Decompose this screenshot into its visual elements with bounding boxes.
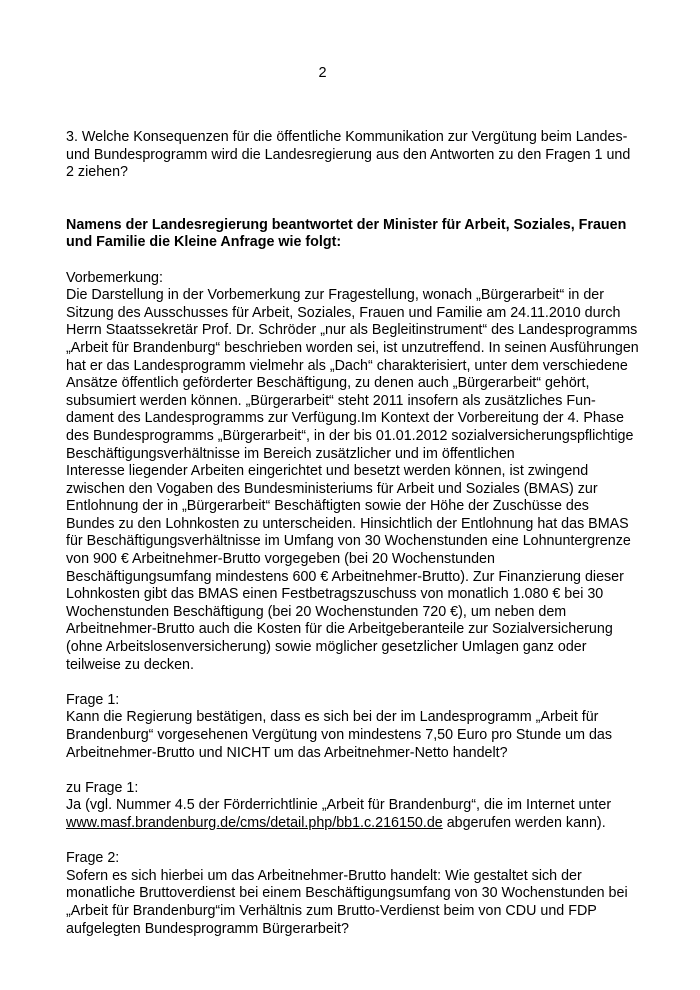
spacer — [66, 182, 651, 217]
zu-frage-1-line — [66, 815, 651, 833]
vorbemerkung-line: des Bundesprogramms „Bürgerarbeit“, in der bis 01.01.2012 sozialversicherungspflichtige — [66, 427, 634, 444]
vorbemerkung-line: Beschäftigungsverhältnisse im Bereich zusätzlicher und im öffentlichen — [66, 445, 515, 462]
vorbemerkung-line: für Beschäftigungsverhältnisse im Umfang von 30 Wochenstunden eine Lohnuntergrenze — [66, 533, 631, 550]
frage-2-heading: Frage 2: — [66, 850, 120, 867]
frage-2-line: monatliche Bruttoverdienst bei einem Beschäftigungsumfang von 30 Wochenstunden bei — [66, 885, 628, 902]
vorbemerkung-line: hat er das Landesprogramm vielmehr als „Dach“ charakterisiert, unter dem verschiedene — [66, 357, 628, 374]
frage-1-section — [66, 692, 651, 762]
frage-2-line: „Arbeit für Brandenburg“im Verhältnis zum Brutto-Verdienst beim von CDU und FDP — [66, 902, 597, 919]
vorbemerkung-line: Bundes zu den Lohnkosten zu unterscheiden. Hinsichtlich der Entlohnung hat das BMAS — [66, 515, 629, 532]
vorbemerkung-line: dament des Landesprogramms zur Verfügung.Im Kontext der Vorbereitung der 4. Phase — [66, 410, 624, 427]
spacer — [66, 762, 651, 780]
question-3-line: und Bundesprogramm wird die Landesregierung aus den Antworten zu den Fragen 1 und — [66, 146, 631, 163]
answer-intro-line: und Familie die Kleine Anfrage wie folgt: — [66, 234, 342, 251]
frage-1-heading: Frage 1: — [66, 691, 120, 708]
zu-frage-1-section — [66, 780, 651, 833]
spacer — [66, 674, 651, 692]
vorbemerkung-line: Beschäftigungsumfang mindestens 600 € Arbeitnehmer-Brutto). Zur Finanzierung dieser — [66, 568, 624, 585]
vorbemerkung-line: zwischen den Vogaben des Bundesministeriums für Arbeit und Soziales (BMAS) zur — [66, 480, 598, 497]
vorbemerkung-section — [66, 270, 651, 675]
frage-1-line: Brandenburg“ vorgesehenen Vergütung von mindestens 7,50 Euro pro Stunde um das — [66, 727, 613, 743]
frage-1-line: Arbeitnehmer-Brutto und NICHT um das Arbeitnehmer-Netto handelt? — [66, 744, 508, 761]
zu-frage-1-heading: zu Frage 1: — [66, 779, 139, 796]
frage-2-line: aufgelegten Bundesprogramm Bürgerarbeit? — [66, 920, 349, 937]
vorbemerkung-line: teilweise zu decken. — [66, 656, 194, 673]
spacer — [66, 833, 651, 851]
question-3-line: 3. Welche Konsequenzen für die öffentliche Kommunikation zur Vergütung beim Landes- — [66, 129, 628, 145]
zu-frage-1-line: Ja (vgl. Nummer 4.5 der Förderrichtlinie „Arbeit für Brandenburg“, die im Internet unter — [66, 797, 612, 814]
vorbemerkung-heading: Vorbemerkung: — [66, 269, 163, 286]
vorbemerkung-line: (ohne Arbeitslosenversicherung) sowie möglicher gesetzlicher Umlagen ganz oder — [66, 639, 587, 656]
frage-2-line: Sofern es sich hierbei um das Arbeitnehmer-Brutto handelt: Wie gestaltet sich der — [66, 867, 582, 884]
vorbemerkung-line: „Arbeit für Brandenburg“ beschrieben worden sei, ist unzutreffend. In seinen Ausführungen — [66, 339, 639, 356]
vorbemerkung-line: Ansätze öffentlich geförderter Beschäftigung, zu denen auch „Bürgerarbeit“ gehört, — [66, 375, 590, 392]
answer-intro-line: Namens der Landesregierung beantwortet der Minister für Arbeit, Soziales, Frauen — [66, 216, 627, 233]
question-3-line: 2 ziehen? — [66, 164, 129, 181]
vorbemerkung-line: von 900 € Arbeitnehmer-Brutto vorgegeben (bei 20 Wochenstunden — [66, 551, 495, 568]
richtlinie-link[interactable]: www.masf.brandenburg.de/cms/detail.php/bb1.c.216150.de — [66, 814, 443, 831]
frage-1-line: Kann die Regierung bestätigen, dass es sich bei der im Landesprogramm „Arbeit für — [66, 709, 599, 726]
spacer — [66, 252, 651, 270]
vorbemerkung-line: Arbeitnehmer-Brutto auch die Kosten für die Arbeitgeberanteile zur Sozialversicherung — [66, 621, 613, 638]
zu-frage-1-suffix: abgerufen werden kann). — [442, 814, 606, 831]
vorbemerkung-line: Sitzung des Ausschusses für Arbeit, Soziales, Frauen und Familie am 24.11.2010 durch — [66, 304, 621, 321]
vorbemerkung-line: Entlohnung der in „Bürgerarbeit“ Beschäftigten sowie der Höhe der Zuschüsse des — [66, 498, 589, 515]
frage-2-section — [66, 850, 651, 938]
answer-intro — [66, 217, 651, 252]
vorbemerkung-line: Herrn Staatssekretär Prof. Dr. Schröder „nur als Begleitinstrument“ des Landesprogramms — [66, 322, 638, 339]
document-body — [66, 129, 651, 938]
vorbemerkung-line: Lohnkosten gibt das BMAS einen Festbetragszuschuss von monatlich 1.080 € bei 30 — [66, 586, 604, 603]
vorbemerkung-line: Die Darstellung in der Vorbemerkung zur Fragestellung, wonach „Bürgerarbeit“ in der — [66, 287, 604, 304]
vorbemerkung-line: subsumiert werden können. „Bürgerarbeit“ steht 2011 insofern als zusätzliches Fun- — [66, 392, 596, 409]
vorbemerkung-line: Interesse liegender Arbeiten eingerichtet und besetzt werden können, ist zwingend — [66, 463, 589, 480]
page-number: 2 — [318, 65, 327, 81]
vorbemerkung-line: Wochenstunden Beschäftigung (bei 20 Wochenstunden 720 €), um neben dem — [66, 603, 567, 620]
question-3 — [66, 129, 651, 182]
